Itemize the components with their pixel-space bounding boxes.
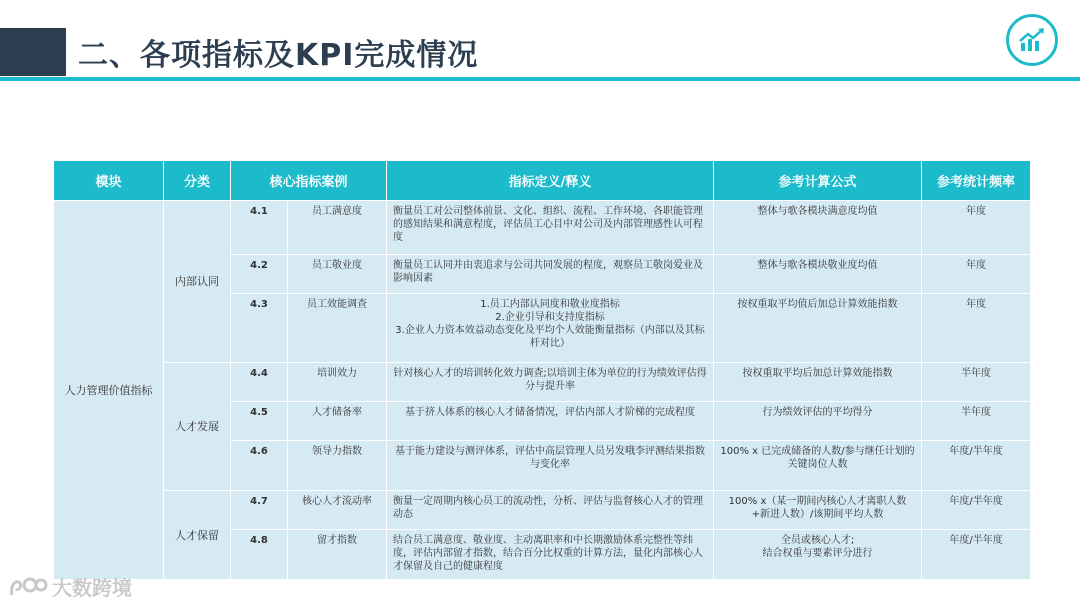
indicator-frequency: 年度 xyxy=(922,201,1031,255)
table-row xyxy=(54,491,1031,530)
indicator-definition: 衡量员工认同并由衷追求与公司共同发展的程度，观察员工敬岗爱业及影响因素 xyxy=(387,255,714,294)
indicator-name: 员工敬业度 xyxy=(288,255,387,294)
indicator-code: 4.6 xyxy=(231,441,288,491)
indicator-name: 培训效力 xyxy=(288,363,387,402)
indicator-formula: 整体与歌各模块敬业度均值 xyxy=(714,255,922,294)
brand-logo-icon xyxy=(8,575,48,599)
indicator-code: 4.1 xyxy=(231,201,288,255)
indicator-code: 4.7 xyxy=(231,491,288,530)
indicator-code: 4.3 xyxy=(231,294,288,363)
indicator-name: 领导力指数 xyxy=(288,441,387,491)
indicator-definition: 基于挤人体系的核心人才储备情况，评估内部人才阶梯的完成程度 xyxy=(387,402,714,441)
indicator-formula: 整体与歌各模块满意度均值 xyxy=(714,201,922,255)
header-formula: 参考计算公式 xyxy=(714,161,922,201)
indicator-formula: 全员或核心人才; 结合权重与要素评分进行 xyxy=(714,530,922,580)
indicator-formula: 行为绩效评估的平均得分 xyxy=(714,402,922,441)
indicator-frequency: 年度 xyxy=(922,255,1031,294)
indicator-definition: 基于能力建设与测评体系，评估中高层管理人员另发哦李评测结果指数与变化率 xyxy=(387,441,714,491)
indicator-name: 员工满意度 xyxy=(288,201,387,255)
indicator-frequency: 年度/半年度 xyxy=(922,530,1031,580)
growth-chart-icon-graphic xyxy=(1017,25,1047,55)
indicator-frequency: 年度 xyxy=(922,294,1031,363)
category-cell: 内部认同 xyxy=(164,201,231,363)
title-divider xyxy=(0,77,1080,81)
indicator-definition: 衡量一定周期内核心员工的流动性，分析、评估与监督核心人才的管理动态 xyxy=(387,491,714,530)
table-row xyxy=(54,363,1031,402)
table-header-row xyxy=(54,161,1031,201)
indicator-formula: 按权重取平均值后加总计算效能指数 xyxy=(714,294,922,363)
indicator-name: 核心人才流动率 xyxy=(288,491,387,530)
indicator-frequency: 半年度 xyxy=(922,402,1031,441)
header-category: 分类 xyxy=(164,161,231,201)
indicator-definition: 1.员工内部认同度和敬业度指标 2.企业引导和支持度指标 3.企业人力资本效益动态变化及平均个人效能衡量指标（内部以及其标杆对比） xyxy=(387,294,714,363)
indicator-code: 4.2 xyxy=(231,255,288,294)
category-cell: 人才发展 xyxy=(164,363,231,491)
indicator-definition: 衡量员工对公司整体前景、文化、组织、流程、工作环境、各职能管理的感知结果和满意程度，评估员工心目中对公司及内部管理感性认可程度 xyxy=(387,201,714,255)
indicator-name: 员工效能调查 xyxy=(288,294,387,363)
category-cell: 人才保留 xyxy=(164,491,231,580)
indicator-formula: 100% x 已完成储备的人数/参与继任计划的关键岗位人数 xyxy=(714,441,922,491)
indicator-frequency: 半年度 xyxy=(922,363,1031,402)
indicator-definition: 结合员工满意度、敬业度、主动离职率和中长期激励体系完整性等纬度，评估内部留才指数，结合百分比权重的计算方法，量化内部核心人才保留及自己的健康程度 xyxy=(387,530,714,580)
growth-chart-icon xyxy=(1006,14,1058,66)
indicator-definition: 针对核心人才的培训转化效力调查;以培训主体为单位的行为绩效评估得分与提升率 xyxy=(387,363,714,402)
indicator-formula: 按权重取平均后加总计算效能指数 xyxy=(714,363,922,402)
indicator-frequency: 年度/半年度 xyxy=(922,491,1031,530)
indicator-name: 留才指数 xyxy=(288,530,387,580)
indicator-code: 4.8 xyxy=(231,530,288,580)
indicator-code: 4.5 xyxy=(231,402,288,441)
table-row xyxy=(54,201,1031,255)
title-accent-bar xyxy=(0,28,66,76)
header-core-indicator: 核心指标案例 xyxy=(231,161,387,201)
watermark xyxy=(8,572,132,601)
indicator-name: 人才储备率 xyxy=(288,402,387,441)
indicator-formula: 100% x（某一期间内核心人才离职人数+新进人数）/该期间平均人数 xyxy=(714,491,922,530)
watermark-text: 大数跨境 xyxy=(52,576,132,600)
indicator-frequency: 年度/半年度 xyxy=(922,441,1031,491)
page-title: 二、各项指标及KPI完成情况 xyxy=(78,38,479,73)
indicator-code: 4.4 xyxy=(231,363,288,402)
module-cell: 人力管理价值指标 xyxy=(54,201,164,580)
kpi-table xyxy=(53,160,1031,580)
header-definition: 指标定义/释义 xyxy=(387,161,714,201)
header-module: 模块 xyxy=(54,161,164,201)
header-frequency: 参考统计频率 xyxy=(922,161,1031,201)
